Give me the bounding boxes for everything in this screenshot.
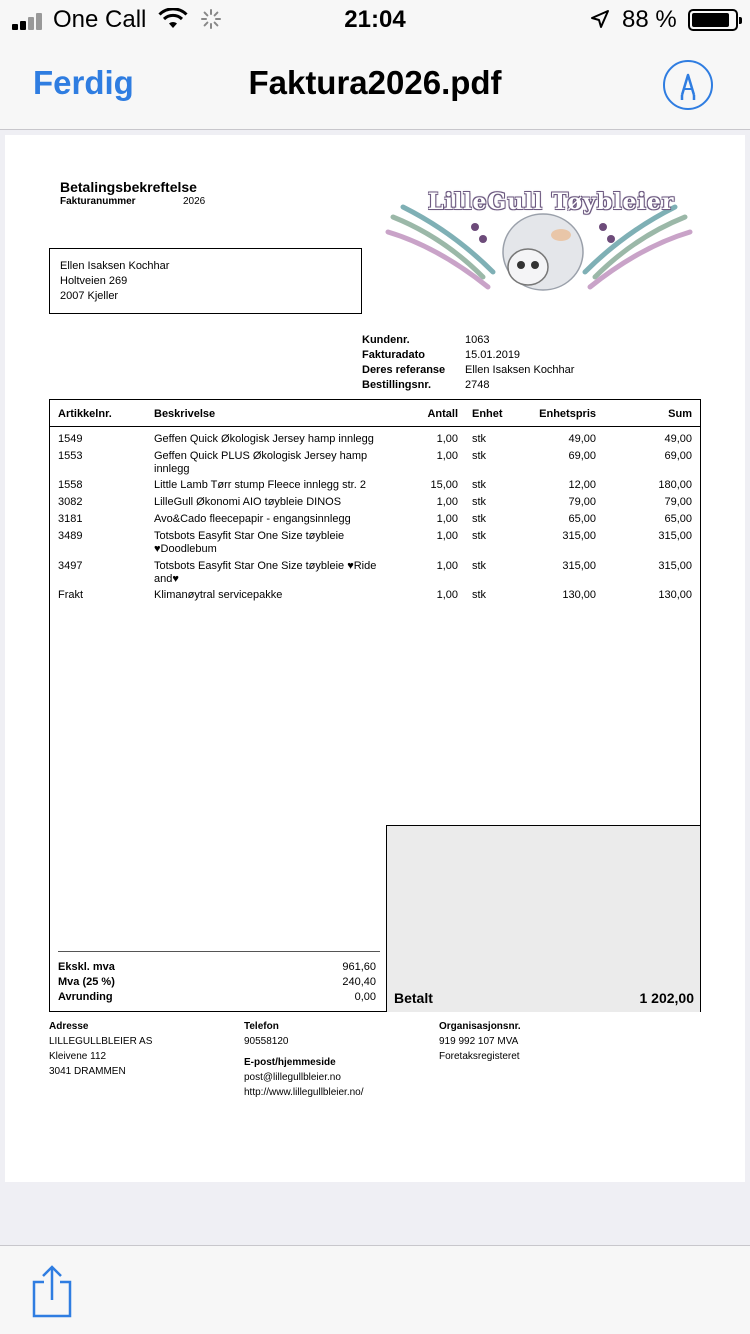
- cell-sum: 315,00: [658, 530, 692, 542]
- pdf-page: [5, 135, 745, 1182]
- footer-city: 3041 DRAMMEN: [49, 1066, 126, 1077]
- cell-unit: stk: [472, 496, 487, 508]
- description-line-1: Klimanøytral servicepakke: [154, 589, 283, 601]
- navigation-bar: [0, 40, 750, 130]
- logo-text: LilleGull Tøybleier: [428, 189, 675, 215]
- cell-description: [154, 479, 394, 492]
- customer-address-box: [49, 248, 362, 314]
- description-line-1: Geffen Quick Økologisk Jersey hamp innlegg: [154, 433, 374, 445]
- cell-unit: stk: [472, 560, 487, 572]
- cell-unit: stk: [472, 433, 487, 445]
- rounding-value: 0,00: [354, 991, 376, 1003]
- footer-org-label: Organisasjonsnr.: [439, 1021, 521, 1032]
- cell-description: [154, 530, 394, 556]
- description-line-1: Totsbots Easyfit Star One Size tøybleie ♥Ride: [154, 560, 377, 572]
- location-arrow-icon: [590, 9, 610, 29]
- cell-qty: 1,00: [436, 496, 458, 508]
- cell-qty: 1,00: [436, 560, 458, 572]
- description-line-1: Little Lamb Tørr stump Fleece innlegg str. 2: [154, 479, 366, 491]
- cell-sum: 79,00: [664, 496, 692, 508]
- totals-divider: [58, 951, 380, 952]
- cell-qty: 1,00: [436, 433, 458, 445]
- footer-register: Foretaksregisteret: [439, 1051, 520, 1062]
- cell-description: [154, 513, 394, 526]
- cell-qty: 1,00: [436, 530, 458, 542]
- cell-unit: stk: [472, 530, 487, 542]
- cell-sum: 180,00: [658, 479, 692, 491]
- invoice-number-label: Fakturanummer: [60, 196, 136, 207]
- footer-phone: 90558120: [244, 1036, 289, 1047]
- invoice-number: 2026: [183, 196, 206, 207]
- reference-label: Deres referanse: [362, 364, 446, 376]
- col-qty: Antall: [427, 408, 458, 420]
- cell-article: 1558: [58, 479, 83, 491]
- share-icon[interactable]: [30, 1264, 74, 1318]
- rounding-label: Avrunding: [58, 991, 113, 1003]
- col-article: Artikkelnr.: [58, 408, 112, 420]
- cell-qty: 15,00: [430, 479, 458, 491]
- description-line-1: Avo&Cado fleecepapir - engangsinnlegg: [154, 513, 351, 525]
- col-unit-price: Enhetspris: [539, 408, 596, 420]
- footer-address: [49, 1019, 152, 1079]
- description-line-2: innlegg: [154, 463, 190, 475]
- done-button[interactable]: Ferdig: [33, 64, 134, 101]
- footer-contact: [244, 1019, 364, 1100]
- order-number: 2748: [465, 379, 490, 391]
- paid-total-box: [386, 825, 700, 1012]
- customer-street: Holtveien 269: [60, 275, 128, 287]
- bottom-toolbar: [0, 1245, 750, 1334]
- carrier-name: One Call: [53, 6, 147, 33]
- invoice-date: 15.01.2019: [465, 349, 521, 361]
- markup-pen-icon[interactable]: [663, 60, 713, 110]
- invoice-heading: Betalingsbekreftelse: [60, 179, 197, 195]
- paid-label: Betalt: [394, 990, 433, 1006]
- cell-unit: stk: [472, 513, 487, 525]
- cell-description: [154, 560, 394, 586]
- cell-article: 3181: [58, 513, 83, 525]
- cell-unit-price: 79,00: [568, 496, 596, 508]
- cell-article: 1553: [58, 450, 83, 462]
- cell-qty: 1,00: [436, 450, 458, 462]
- cell-unit-price: 315,00: [562, 530, 596, 542]
- cell-description: [154, 450, 394, 476]
- invoice-items-table: [49, 399, 701, 1012]
- reference: Ellen Isaksen Kochhar: [465, 364, 575, 376]
- description-line-2: and♥: [154, 573, 179, 585]
- cell-article: 1549: [58, 433, 83, 445]
- footer-web-label: E-post/hjemmeside: [244, 1057, 336, 1068]
- footer-org-number: 919 992 107 MVA: [439, 1036, 519, 1047]
- cell-sum: 49,00: [664, 433, 692, 445]
- customer-number: 1063: [465, 334, 490, 346]
- cell-unit: stk: [472, 450, 487, 462]
- cell-unit-price: 130,00: [562, 589, 596, 601]
- cell-qty: 1,00: [436, 513, 458, 525]
- col-sum: Sum: [668, 408, 692, 420]
- vat-value: 240,40: [342, 976, 376, 988]
- cell-sum: 69,00: [664, 450, 692, 462]
- battery-percentage: 88 %: [622, 6, 677, 33]
- cell-qty: 1,00: [436, 589, 458, 601]
- cell-unit-price: 65,00: [568, 513, 596, 525]
- cell-unit-price: 69,00: [568, 450, 596, 462]
- footer-organization: [439, 1019, 521, 1064]
- cell-description: [154, 589, 394, 602]
- cell-sum: 65,00: [664, 513, 692, 525]
- clock: 21:04: [344, 6, 406, 33]
- order-number-label: Bestillingsnr.: [362, 379, 432, 391]
- cell-article: 3497: [58, 560, 83, 572]
- ex-vat-value: 961,60: [342, 961, 376, 973]
- battery-icon: [688, 9, 738, 31]
- table-header: [50, 400, 700, 427]
- footer-url: http://www.lillegullbleier.no/: [244, 1087, 364, 1098]
- cell-unit-price: 49,00: [568, 433, 596, 445]
- cell-article: Frakt: [58, 589, 84, 601]
- description-line-1: Totsbots Easyfit Star One Size tøybleie: [154, 530, 345, 542]
- customer-number-label: Kundenr.: [362, 334, 410, 346]
- footer-email: post@lillegullbleier.no: [244, 1072, 341, 1083]
- footer-address-label: Adresse: [49, 1021, 89, 1032]
- cell-unit-price: 12,00: [568, 479, 596, 491]
- footer-phone-label: Telefon: [244, 1021, 279, 1032]
- description-line-2: ♥Doodlebum: [154, 543, 217, 555]
- ex-vat-label: Ekskl. mva: [58, 961, 115, 973]
- cell-sum: 130,00: [658, 589, 692, 601]
- customer-city: 2007 Kjeller: [60, 290, 119, 302]
- document-title: Faktura2026.pdf: [248, 64, 502, 101]
- description-line-1: Geffen Quick PLUS Økologisk Jersey hamp: [154, 450, 368, 462]
- invoice-date-label: Fakturadato: [362, 349, 425, 361]
- col-description: Beskrivelse: [154, 408, 216, 420]
- cell-unit: stk: [472, 479, 487, 491]
- col-unit: Enhet: [472, 408, 503, 420]
- cell-description: [154, 496, 394, 509]
- cell-sum: 315,00: [658, 560, 692, 572]
- cell-article: 3082: [58, 496, 83, 508]
- footer-street: Kleivene 112: [49, 1051, 107, 1062]
- cell-unit-price: 315,00: [562, 560, 596, 572]
- cell-description: [154, 433, 394, 446]
- company-logo: [383, 177, 695, 303]
- cell-unit: stk: [472, 589, 487, 601]
- vat-label: Mva (25 %): [58, 976, 115, 988]
- cell-article: 3489: [58, 530, 83, 542]
- description-line-1: LilleGull Økonomi AIO tøybleie DINOS: [154, 496, 342, 508]
- customer-name: Ellen Isaksen Kochhar: [60, 260, 170, 272]
- paid-value: 1 202,00: [639, 990, 694, 1006]
- footer-company: LILLEGULLBLEIER AS: [49, 1036, 153, 1047]
- status-bar: [0, 0, 750, 40]
